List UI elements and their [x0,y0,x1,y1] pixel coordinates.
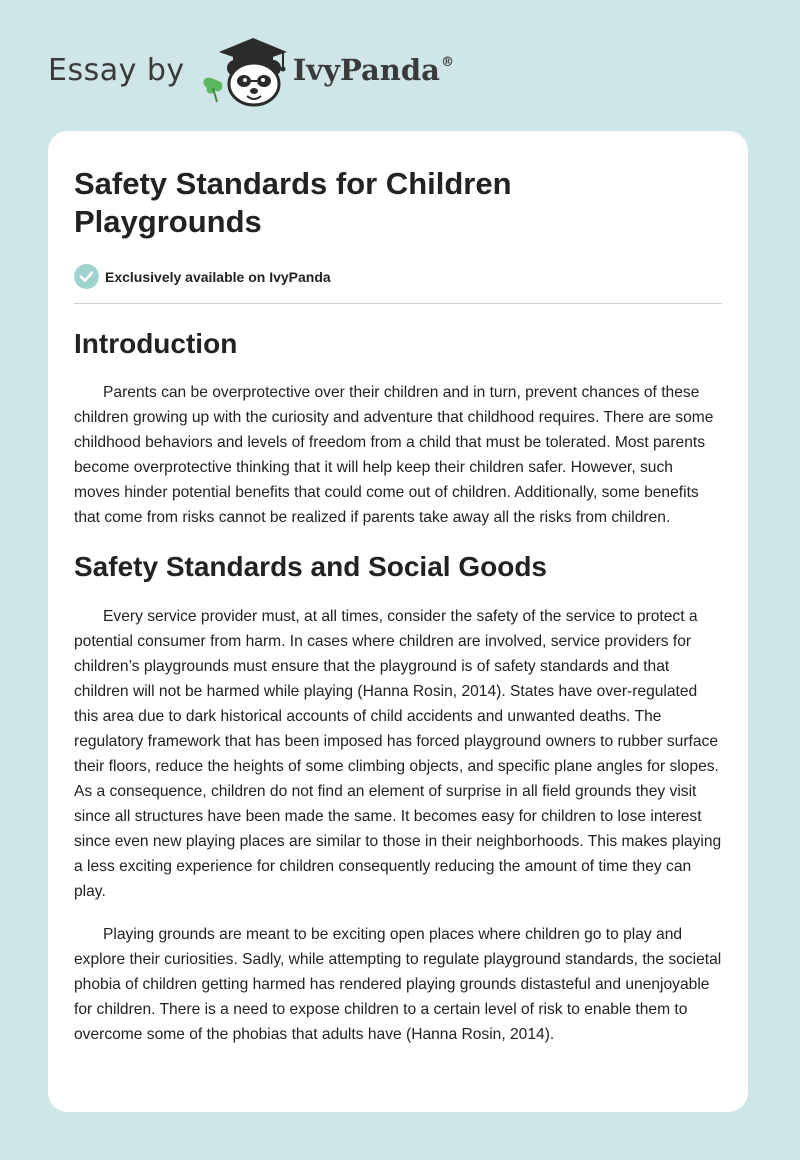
exclusive-label: Exclusively available on IvyPanda [105,268,331,285]
paragraph: Playing grounds are meant to be exciting open places where children go to play and explore their curiosities. Sadly, while attempting to regulate playground standards, the societal phobia of children getting harmed has rendered playing grounds distasteful and unenjoyable for children. There is a need to expose children to a certain level of risk to enable them to overcome some of the phobias that adults have (Hanna Rosin, 2014). [74,926,722,1043]
site-header [48,30,454,110]
divider [74,303,722,304]
section-heading-safety-standards: Safety Standards and Social Goods [74,551,548,582]
paragraph: Every service provider must, at all times, consider the safety of the service to protect a potential consumer from harm. In cases where children are involved, service providers for children’s playgrounds must ensure that the playground is of safety standards and that children will not be harmed while playing (Hanna Rosin, 2014). States have over-regulated this area due to dark historical accounts of child accidents and unwanted deaths. The regulatory framework that has been imposed has forced playground owners to rubber surface their floors, reduce the heights of some climbing objects, and specific plane angles for slopes. As a consequence, children do not find an element of surprise in all field grounds they visit since all structures have been made the same. It becomes easy for children to lose interest since even new playing places are similar to those in their neighborhoods. This makes playing a less exciting experience for children consequently reducing the amount of time they can play. [74,608,722,900]
brand-name: IvyPanda® [292,53,454,87]
exclusive-badge [74,264,722,289]
panda-graduate-icon [197,32,289,108]
section-heading-introduction: Introduction [74,328,238,359]
essay-by-label: Essay by [48,52,185,88]
page-title: Safety Standards for Children Playgrounds [74,166,512,239]
essay-card [48,131,748,1112]
paragraph: Parents can be overprotective over their children and in turn, prevent chances of these children growing up with the curiosity and adventure that childhood requires. There are some childhood behaviors and levels of freedom from a child that must be tolerated. Most parents become overprotective thinking that it will help keep their children safer. However, such moves hinder potential benefits that could come out of children. Additionally, some benefits that come from risks cannot be realized if parents take away all the risks from children. [74,384,714,526]
check-badge-icon [74,264,99,289]
